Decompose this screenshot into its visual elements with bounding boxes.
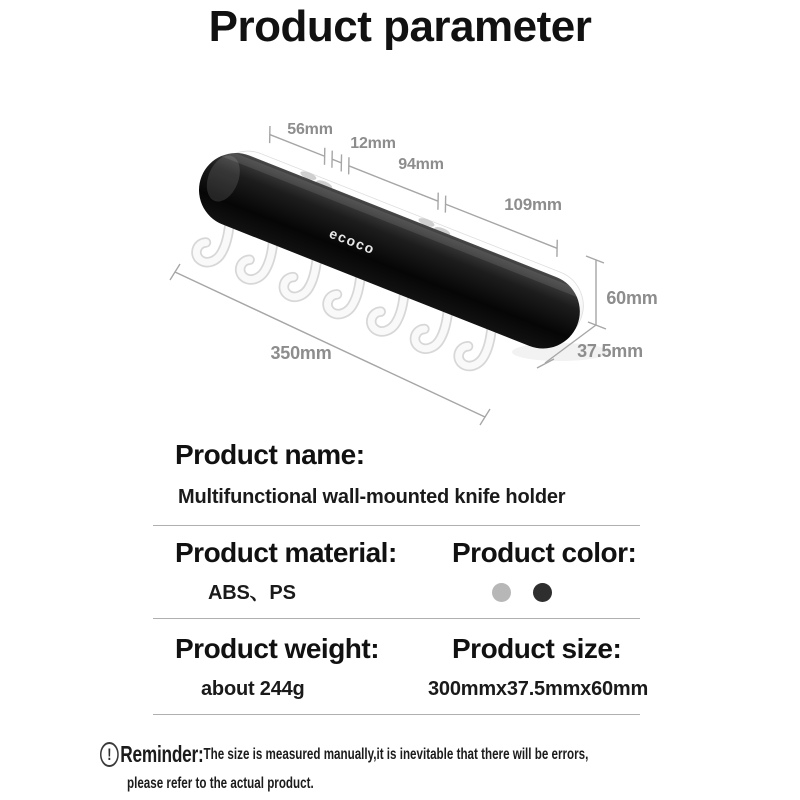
section-product-name <box>153 437 640 526</box>
dim-label-12mm: 12mm <box>350 135 396 152</box>
dim-label-56mm: 56mm <box>287 121 333 138</box>
product-figure <box>0 100 800 440</box>
weight-block <box>153 631 450 701</box>
product-name-value: Multifunctional wall-mounted knife holder <box>178 486 566 508</box>
product-weight-label: Product weight: <box>175 633 380 664</box>
color-swatch-gray <box>492 583 511 602</box>
material-block <box>153 535 450 605</box>
dim-height-60 <box>586 256 606 329</box>
reminder-text-line2: please refer to the actual product. <box>127 775 314 792</box>
product-color-label: Product color: <box>452 537 637 568</box>
color-swatch-black <box>533 583 552 602</box>
dim-label-60mm: 60mm <box>606 288 658 308</box>
color-block <box>450 535 640 605</box>
section-weight-size <box>153 631 649 715</box>
reminder-label: Reminder: <box>120 741 204 767</box>
section-material-color <box>153 535 640 619</box>
product-illustration <box>0 100 800 440</box>
reminder-text-line1: The size is measured manually,it is inevitable that there will be errors, <box>203 745 589 763</box>
product-size-label: Product size: <box>452 633 622 664</box>
product-weight-value: about 244g <box>201 678 305 700</box>
product-material-value: ABS、PS <box>208 582 296 604</box>
dim-label-350mm: 350mm <box>270 343 332 363</box>
size-block <box>428 631 649 701</box>
page-title: Product parameter <box>208 2 592 51</box>
color-swatches <box>492 583 640 602</box>
dim-label-37-5mm: 37.5mm <box>577 341 643 361</box>
dim-label-94mm: 94mm <box>398 156 444 173</box>
dim-label-109mm: 109mm <box>504 195 562 214</box>
product-name-label: Product name: <box>175 439 365 470</box>
brand-logo: ecoco <box>327 224 378 258</box>
reminder-note <box>100 741 700 793</box>
product-size-value: 300mmx37.5mmx60mm <box>428 678 649 700</box>
exclamation-circle-icon: ! <box>100 742 119 767</box>
product-material-label: Product material: <box>175 537 397 568</box>
